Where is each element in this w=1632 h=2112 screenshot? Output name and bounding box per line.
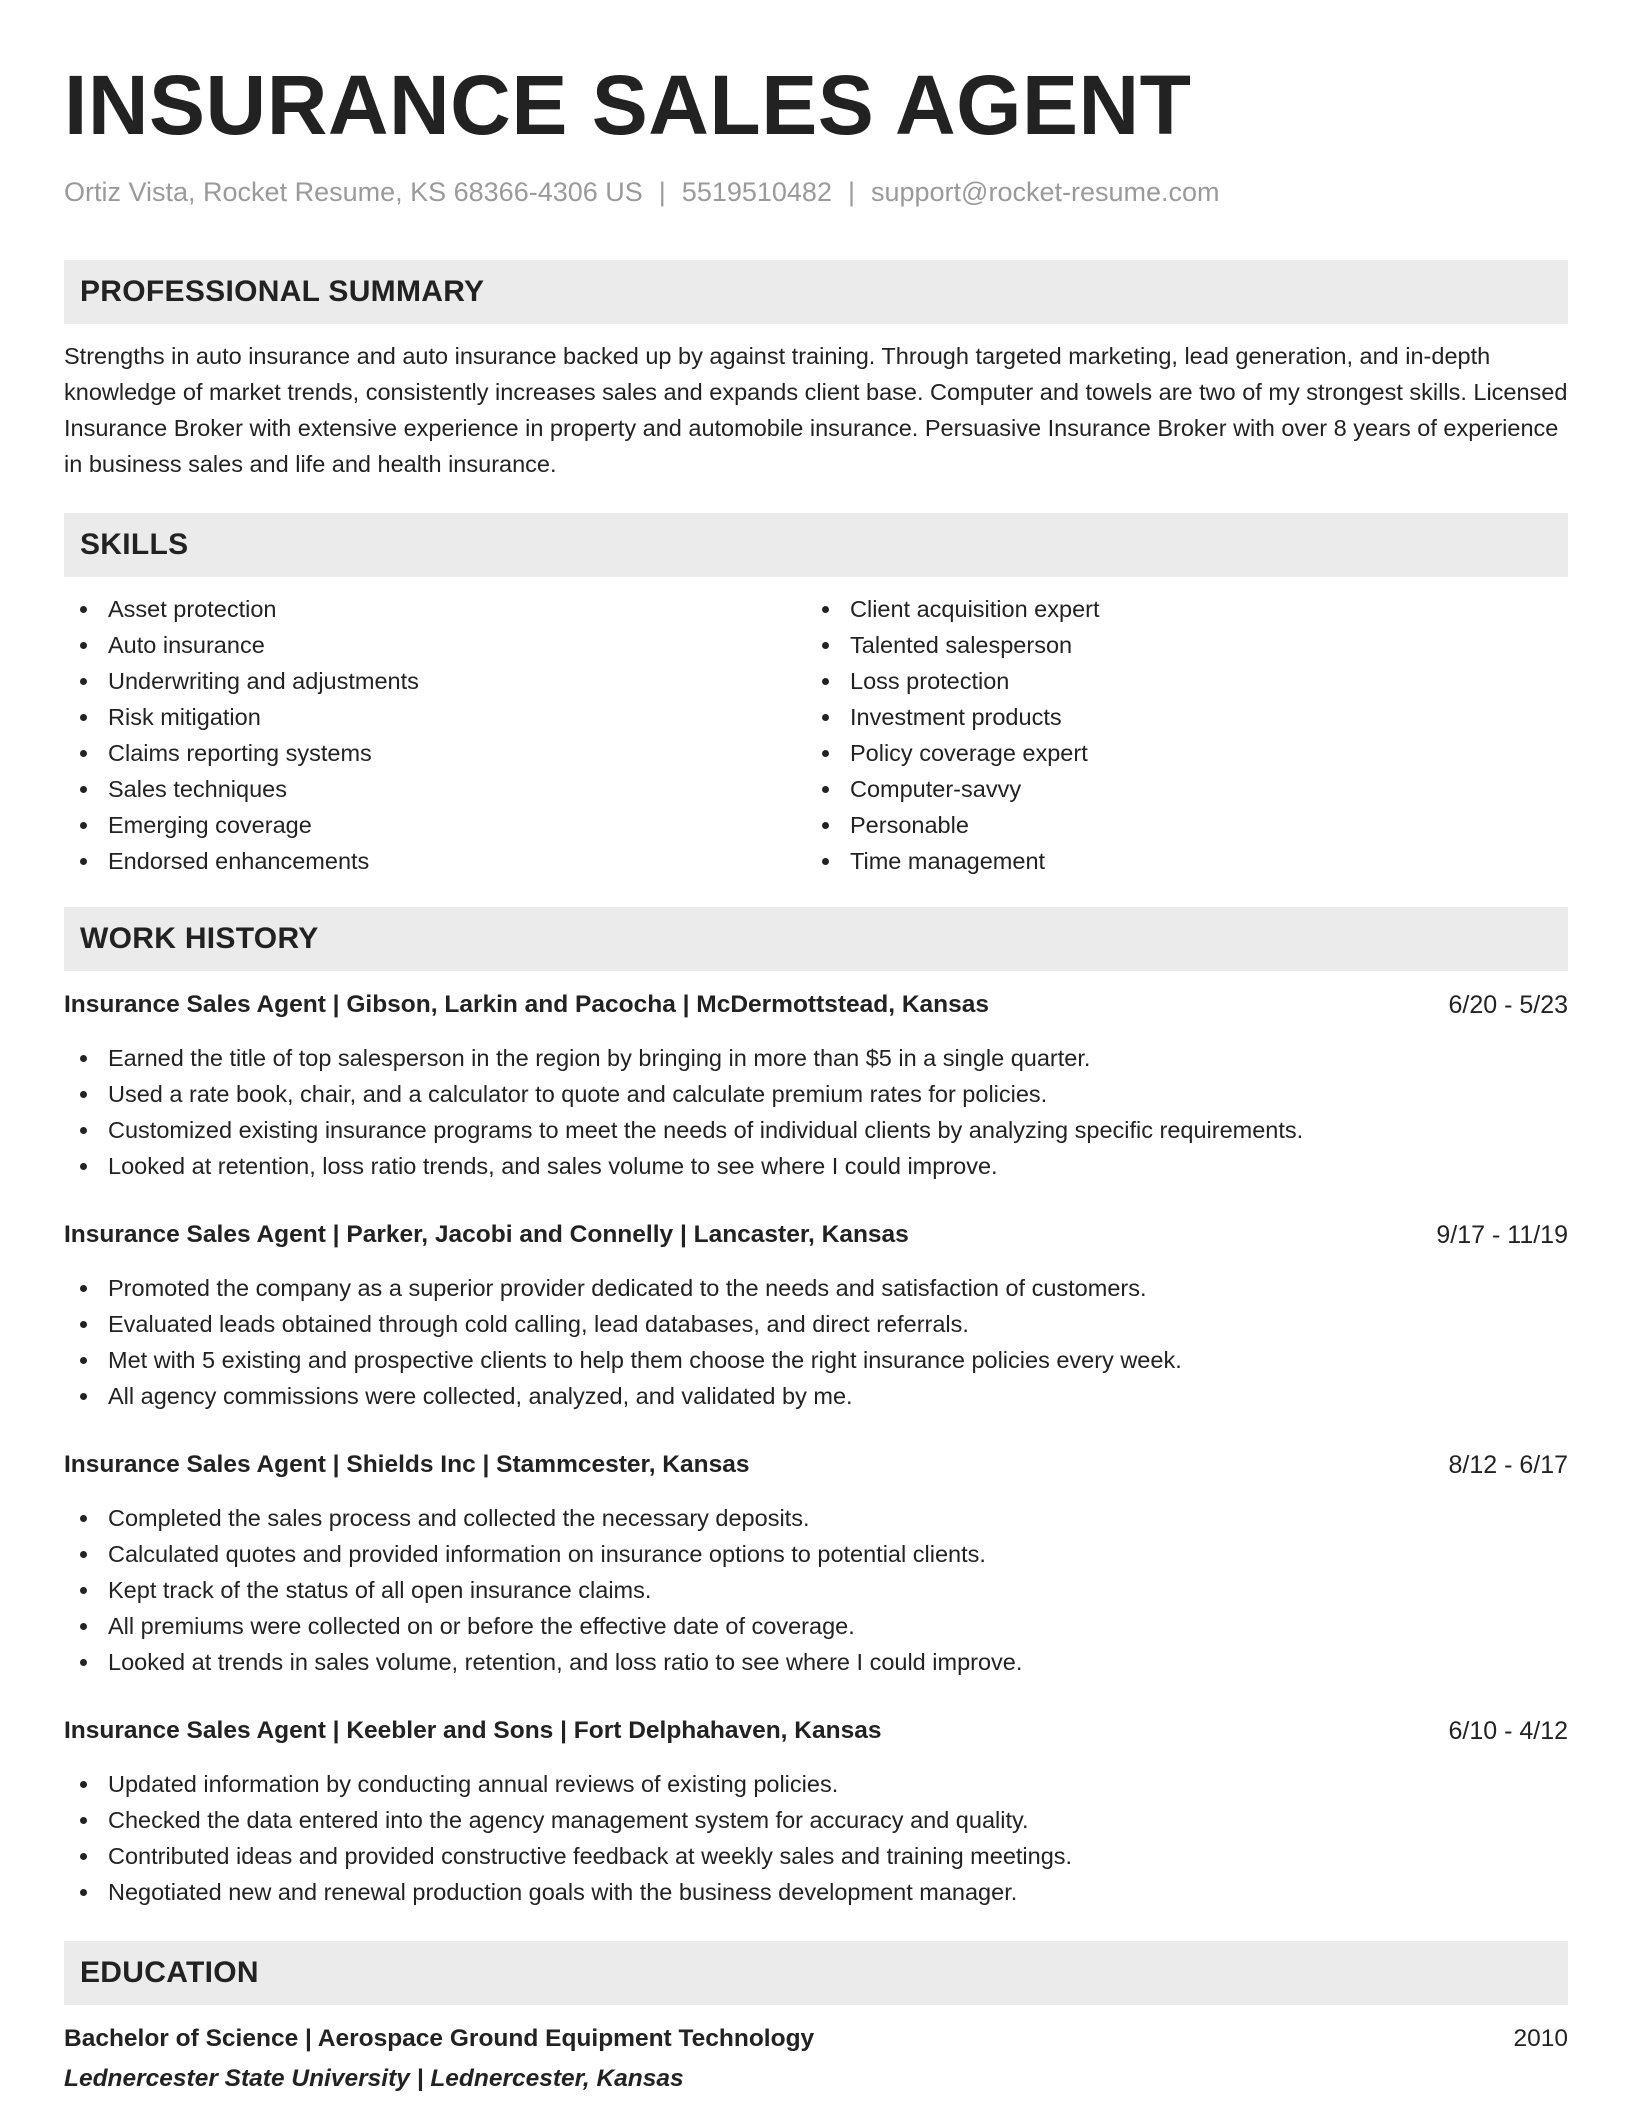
bullet-dot-icon [822,822,829,829]
job-title-row [64,1217,1568,1253]
job-title: Insurance Sales Agent | Parker, Jacobi and Connelly | Lancaster, Kansas [64,1221,909,1248]
job-bullet [64,1536,1568,1572]
skill-item [64,771,806,807]
job-bullet [64,1270,1568,1306]
job-entry [64,1447,1568,1680]
job-bullet [64,1342,1568,1378]
job-dates: 9/17 - 11/19 [1436,1221,1568,1249]
summary-section-header: PROFESSIONAL SUMMARY [64,260,1568,324]
bullet-dot-icon [80,1853,87,1860]
job-bullet [64,1500,1568,1536]
bullet-dot-icon [80,1285,87,1292]
bullet-dot-icon [822,786,829,793]
job-bullet-text: Met with 5 existing and prospective clients to help them choose the right insurance policies every week. [108,1347,1182,1373]
job-bullet [64,1802,1568,1838]
job-bullet-text: All premiums were collected on or before the effective date of coverage. [108,1613,855,1639]
contact-line [64,174,1568,210]
bullet-dot-icon [822,606,829,613]
bullet-dot-icon [80,1091,87,1098]
skill-item [806,771,1548,807]
education-section-header: EDUCATION [64,1941,1568,2005]
skill-item [64,591,806,627]
skill-item [64,663,806,699]
contact-separator: | [658,177,666,207]
bullet-dot-icon [80,1623,87,1630]
skill-item-text: Loss protection [850,668,1010,694]
bullet-dot-icon [822,714,829,721]
job-bullet-list [64,1500,1568,1680]
bullet-dot-icon [80,642,87,649]
resume-title: INSURANCE SALES AGENT [64,58,1192,152]
education-school: Lednercester State University | Lednercester, Kansas [64,2065,684,2092]
bullet-dot-icon [80,858,87,865]
contact-email: support@rocket-resume.com [870,177,1220,207]
bullet-dot-icon [80,1817,87,1824]
skills-column-right [806,591,1548,879]
bullet-dot-icon [80,714,87,721]
job-entry [64,1217,1568,1414]
job-bullet-list [64,1270,1568,1414]
bullet-dot-icon [80,1587,87,1594]
job-bullet-text: Looked at trends in sales volume, retention, and loss ratio to see where I could improve. [108,1649,1023,1675]
work-history-list [64,987,1568,1910]
bullet-dot-icon [80,1659,87,1666]
job-bullet-list [64,1766,1568,1910]
skill-item-text: Claims reporting systems [108,740,372,766]
job-dates: 6/20 - 5/23 [1448,991,1568,1019]
bullet-dot-icon [80,786,87,793]
job-bullet [64,1112,1568,1148]
skill-item [806,591,1548,627]
skill-item-text: Client acquisition expert [850,596,1100,622]
job-bullet-text: Negotiated new and renewal production goals with the business development manager. [108,1879,1018,1905]
bullet-dot-icon [822,642,829,649]
job-title: Insurance Sales Agent | Gibson, Larkin and Pacocha | McDermottstead, Kansas [64,991,990,1018]
summary-text: Strengths in auto insurance and auto insurance backed up by against training. Through targeted marketing, lead generation, and in-depth knowledge of market trends, consistently increases sales and expands client base. Computer and towels are two of my strongest skills. Licensed Insurance Broker with extensive experience in property and automobile insurance. Persuasive Insurance Broker with over 8 years of experience in business sales and life and health insurance. [64,343,1568,477]
job-dates: 6/10 - 4/12 [1448,1717,1568,1745]
bullet-dot-icon [80,1515,87,1522]
job-bullet [64,1874,1568,1910]
bullet-dot-icon [822,858,829,865]
skill-item [64,843,806,879]
skill-item-text: Policy coverage expert [850,740,1088,766]
bullet-dot-icon [80,750,87,757]
job-bullet [64,1076,1568,1112]
contact-phone: 5519510482 [681,177,832,207]
skill-item-text: Asset protection [108,596,277,622]
bullet-dot-icon [80,1163,87,1170]
job-bullet [64,1644,1568,1680]
job-entry [64,1713,1568,1910]
skill-item [806,735,1548,771]
job-bullet-text: Promoted the company as a superior provider dedicated to the needs and satisfaction of customers. [108,1275,1147,1301]
bullet-dot-icon [80,1357,87,1364]
skill-item [64,699,806,735]
bullet-dot-icon [80,1321,87,1328]
skills-section-header: SKILLS [64,513,1568,577]
job-bullet-text: Kept track of the status of all open insurance claims. [108,1577,652,1603]
job-bullet-text: Calculated quotes and provided information on insurance options to potential clients. [108,1541,986,1567]
skill-item-text: Personable [850,812,969,838]
skill-item-text: Talented salesperson [850,632,1073,658]
job-entry [64,987,1568,1184]
skill-item-text: Underwriting and adjustments [108,668,419,694]
bullet-dot-icon [80,1889,87,1896]
job-bullet-text: Looked at retention, loss ratio trends, and sales volume to see where I could improve. [108,1153,998,1179]
job-bullet-text: Earned the title of top salesperson in the region by bringing in more than $5 in a single quarter. [108,1045,1091,1071]
bullet-dot-icon [80,1393,87,1400]
skill-item [806,699,1548,735]
job-bullet-text: Evaluated leads obtained through cold calling, lead databases, and direct referrals. [108,1311,969,1337]
education-year: 2010 [1513,2025,1568,2052]
job-bullet-text: Checked the data entered into the agency management system for accuracy and quality. [108,1807,1029,1833]
skill-item-text: Auto insurance [108,632,265,658]
bullet-dot-icon [822,678,829,685]
skill-item [64,807,806,843]
skill-item [806,663,1548,699]
job-bullet-text: Customized existing insurance programs to meet the needs of individual clients by analyzing specific requirements. [108,1117,1304,1143]
job-title-row [64,1713,1568,1749]
job-bullet-text: Updated information by conducting annual reviews of existing policies. [108,1771,839,1797]
education-row [64,2021,1568,2057]
skill-item [64,735,806,771]
skill-item [806,843,1548,879]
bullet-dot-icon [80,678,87,685]
job-bullet [64,1378,1568,1414]
skills-grid [64,591,1568,879]
job-bullet-text: Completed the sales process and collected the necessary deposits. [108,1505,810,1531]
skill-item-text: Computer-savvy [850,776,1022,802]
job-bullet [64,1040,1568,1076]
job-bullet [64,1572,1568,1608]
job-bullet [64,1838,1568,1874]
job-bullet [64,1766,1568,1802]
skill-item-text: Risk mitigation [108,704,261,730]
education-degree: Bachelor of Science | Aerospace Ground Equipment Technology [64,2025,815,2052]
contact-separator: | [847,177,855,207]
work-history-section-header: WORK HISTORY [64,907,1568,971]
bullet-dot-icon [80,1551,87,1558]
job-bullet-text: Contributed ideas and provided constructive feedback at weekly sales and training meetings. [108,1843,1073,1869]
bullet-dot-icon [822,750,829,757]
job-bullet [64,1148,1568,1184]
job-bullet-text: All agency commissions were collected, analyzed, and validated by me. [108,1383,853,1409]
bullet-dot-icon [80,1781,87,1788]
job-bullet [64,1608,1568,1644]
skill-item-text: Time management [850,848,1046,874]
skill-item [806,627,1548,663]
job-title-row [64,987,1568,1023]
skill-item [64,627,806,663]
skills-column-left [64,591,806,879]
bullet-dot-icon [80,822,87,829]
bullet-dot-icon [80,1127,87,1134]
bullet-dot-icon [80,1055,87,1062]
skill-item-text: Investment products [850,704,1062,730]
job-title: Insurance Sales Agent | Shields Inc | Stammcester, Kansas [64,1451,750,1478]
skill-item-text: Endorsed enhancements [108,848,370,874]
contact-address: Ortiz Vista, Rocket Resume, KS 68366-4306 US [64,177,643,207]
skill-item-text: Sales techniques [108,776,287,802]
job-dates: 8/12 - 6/17 [1448,1451,1568,1479]
skill-item-text: Emerging coverage [108,812,312,838]
job-title: Insurance Sales Agent | Keebler and Sons | Fort Delphahaven, Kansas [64,1717,882,1744]
bullet-dot-icon [80,606,87,613]
job-bullet [64,1306,1568,1342]
job-bullet-list [64,1040,1568,1184]
skill-item [806,807,1548,843]
job-bullet-text: Used a rate book, chair, and a calculator to quote and calculate premium rates for policies. [108,1081,1048,1107]
job-title-row [64,1447,1568,1483]
